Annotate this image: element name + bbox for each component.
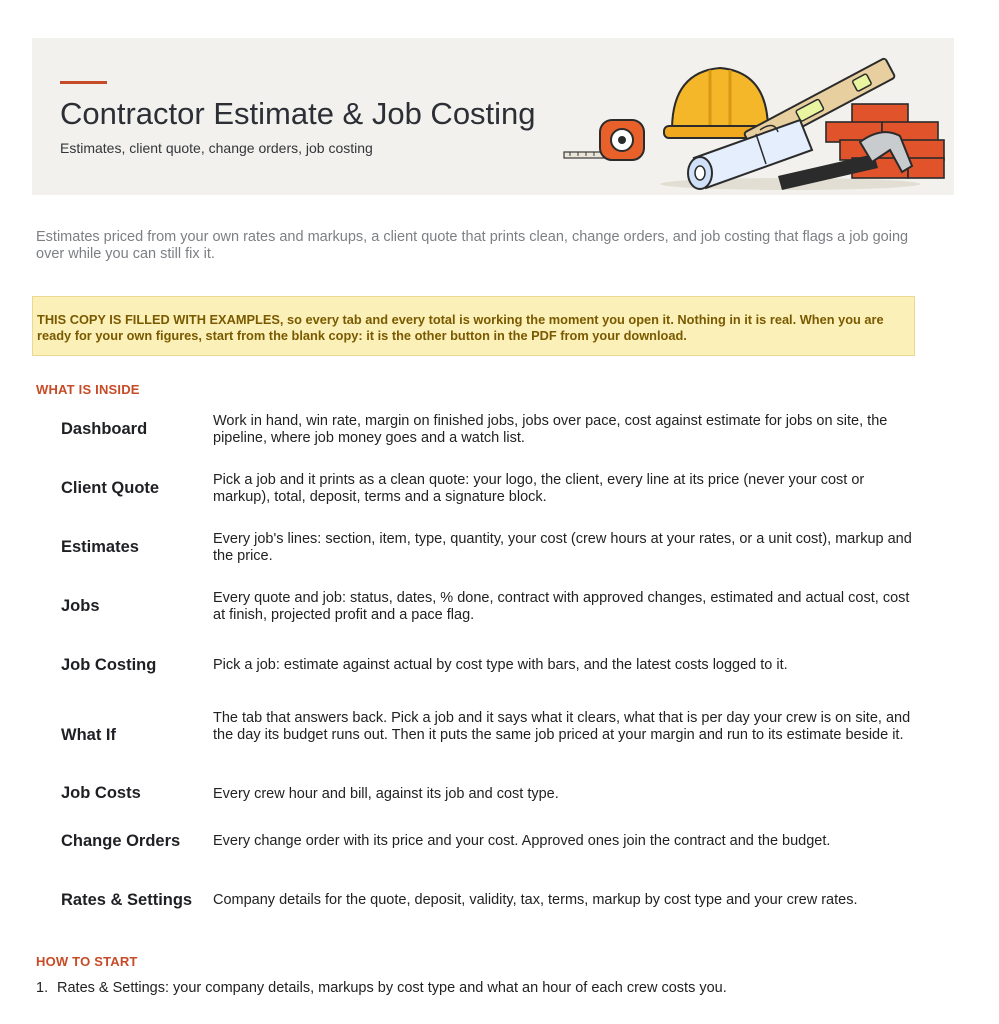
page-title: Contractor Estimate & Job Costing <box>60 96 536 131</box>
item-name: Change Orders <box>61 832 181 850</box>
item-name: Client Quote <box>61 479 160 497</box>
item-name: Job Costing <box>61 656 157 674</box>
item-name: What If <box>61 726 116 744</box>
step-number: 1. <box>36 980 49 996</box>
item-name: Estimates <box>61 538 139 556</box>
item-desc: The tab that answers back. Pick a job and it says what it clears, what that is per day your crew is on site, and the day its budget runs out. Then it puts the same job priced at your margin and run to its estimate beside it. <box>213 710 911 743</box>
item-name: Dashboard <box>61 420 148 438</box>
accent-bar <box>60 81 107 84</box>
item-name: Jobs <box>61 597 100 615</box>
examples-notice <box>32 296 915 356</box>
item-desc: Every crew hour and bill, against its job and cost type. <box>213 786 559 802</box>
section-label-inside: WHAT IS INSIDE <box>36 382 140 397</box>
item-desc: Pick a job: estimate against actual by cost type with bars, and the latest costs logged to it. <box>213 657 788 673</box>
notice-text: so every tab and every total is working the moment you open it. Nothing in it is real. When you are ready for your own figures, start from the blank copy: it is the other button in the PDF from your download. <box>37 312 884 343</box>
tools-illustration <box>560 46 954 192</box>
item-name: Job Costs <box>61 784 141 802</box>
start-step <box>36 980 727 996</box>
item-desc: Every change order with its price and your cost. Approved ones join the contract and the budget. <box>213 833 831 849</box>
section-label-start: HOW TO START <box>36 954 138 969</box>
item-desc: Every quote and job: status, dates, % done, contract with approved changes, estimated and actual cost, cost at finish, projected profit and a pace flag. <box>213 590 910 623</box>
page-subtitle: Estimates, client quote, change orders, job costing <box>60 140 373 156</box>
intro-text: Estimates priced from your own rates and markups, a client quote that prints clean, change orders, and job costing that flags a job going over while you can still fix it. <box>36 229 909 262</box>
notice-lead: THIS COPY IS FILLED WITH EXAMPLES, <box>37 312 284 327</box>
step-text: Rates & Settings: your company details, markups by cost type and what an hour of each crew costs you. <box>57 980 727 996</box>
tape-measure-icon <box>564 120 644 160</box>
item-name: Rates & Settings <box>61 891 193 909</box>
item-desc: Pick a job and it prints as a clean quote: your logo, the client, every line at its price (never your cost or markup), total, deposit, terms and a signature block. <box>213 472 865 505</box>
item-desc: Every job's lines: section, item, type, quantity, your cost (crew hours at your rates, or a unit cost), markup and the price. <box>213 531 912 564</box>
item-desc: Work in hand, win rate, margin on finished jobs, jobs over pace, cost against estimate for jobs on site, the pipeline, where job money goes and a watch list. <box>213 413 888 446</box>
item-desc: Company details for the quote, deposit, validity, tax, terms, markup by cost type and your crew rates. <box>213 892 858 908</box>
header-banner <box>32 38 954 195</box>
